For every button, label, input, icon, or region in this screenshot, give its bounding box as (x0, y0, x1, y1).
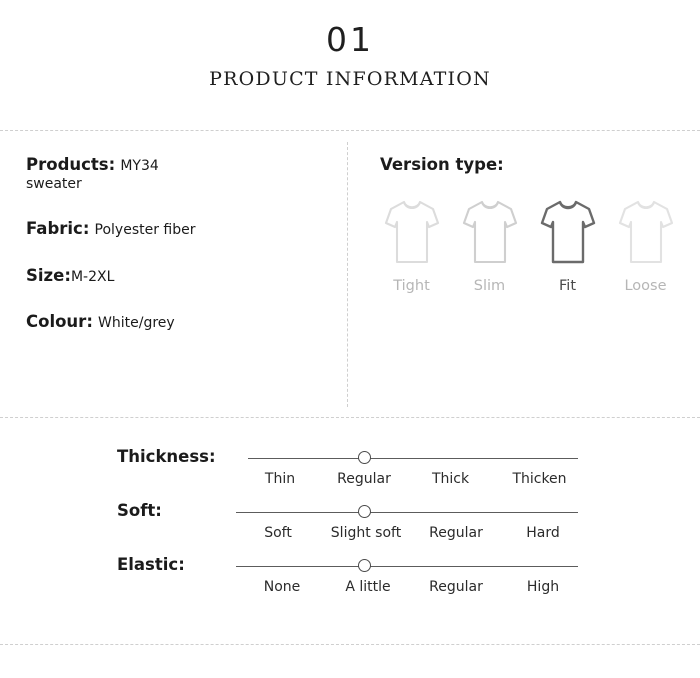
info-value-fabric: Polyester fiber (94, 222, 196, 239)
divider-vertical (347, 142, 348, 407)
scale-tick-regular[interactable]: Regular (429, 579, 483, 595)
scale-tick-regular[interactable]: Regular (337, 471, 391, 487)
divider-top (0, 130, 700, 131)
version-option-loose[interactable] (614, 196, 677, 294)
info-value-products-second-line: sweater (26, 175, 82, 192)
scale-tick-regular[interactable]: Regular (429, 525, 483, 541)
scale-tick-thick[interactable]: Thick (431, 471, 470, 487)
scale-tick-a-little[interactable]: A little (345, 579, 391, 595)
tshirt-icon (539, 196, 597, 268)
version-type-options (380, 196, 680, 294)
info-row-products (26, 155, 326, 193)
scale-ticks-elastic (240, 579, 586, 595)
version-type-section (380, 155, 680, 294)
info-row-fabric (26, 219, 326, 240)
scale-tick-thicken[interactable]: Thicken (512, 471, 567, 487)
scale-knob-elastic[interactable] (358, 559, 371, 572)
scale-tick-none[interactable]: None (263, 579, 301, 595)
version-option-fit[interactable] (536, 196, 599, 294)
version-option-tight[interactable] (380, 196, 443, 294)
info-row-colour (26, 312, 326, 333)
scale-tick-soft[interactable]: Soft (264, 525, 292, 541)
tshirt-icon (461, 196, 519, 268)
info-value-colour: White/grey (98, 315, 175, 332)
scale-row-soft (0, 501, 700, 555)
scale-track-elastic[interactable] (236, 566, 578, 567)
info-row-size (26, 266, 326, 287)
attribute-scales (0, 447, 700, 609)
info-label-size: Size: (26, 265, 71, 285)
scale-knob-thickness[interactable] (358, 451, 371, 464)
version-type-title: Version type: (380, 155, 504, 174)
info-value-products: MY34 (120, 158, 159, 174)
version-option-label-loose: Loose (624, 278, 667, 294)
scale-knob-soft[interactable] (358, 505, 371, 518)
divider-bottom (0, 644, 700, 645)
version-option-label-fit: Fit (559, 278, 576, 294)
page-header (0, 0, 700, 90)
scale-label-elastic: Elastic: (117, 555, 185, 574)
scale-track-thickness[interactable] (248, 458, 578, 459)
scale-label-soft: Soft: (117, 501, 162, 520)
scale-tick-slight-soft[interactable]: Slight soft (330, 525, 402, 541)
info-value-size: M-2XL (70, 268, 115, 285)
info-label-colour: Colour: (26, 312, 93, 332)
scale-row-elastic (0, 555, 700, 609)
version-option-label-tight: Tight (393, 278, 430, 294)
divider-middle (0, 417, 700, 418)
scale-track-soft[interactable] (236, 512, 578, 513)
section-number: 01 (326, 20, 374, 59)
info-label-products: Products: (26, 155, 116, 174)
scale-tick-high[interactable]: High (526, 579, 560, 595)
scale-ticks-thickness (240, 471, 586, 487)
scale-tick-hard[interactable]: Hard (526, 525, 560, 541)
page-title: PRODUCT INFORMATION (209, 68, 491, 91)
scale-label-thickness: Thickness: (117, 447, 216, 466)
product-info-list (26, 155, 326, 333)
scale-tick-thin[interactable]: Thin (264, 471, 296, 487)
scale-ticks-soft (236, 525, 586, 541)
tshirt-icon (383, 196, 441, 268)
scale-row-thickness (0, 447, 700, 501)
tshirt-icon (617, 196, 675, 268)
version-option-label-slim: Slim (473, 278, 506, 294)
info-label-fabric: Fabric: (26, 219, 90, 239)
version-option-slim[interactable] (458, 196, 521, 294)
